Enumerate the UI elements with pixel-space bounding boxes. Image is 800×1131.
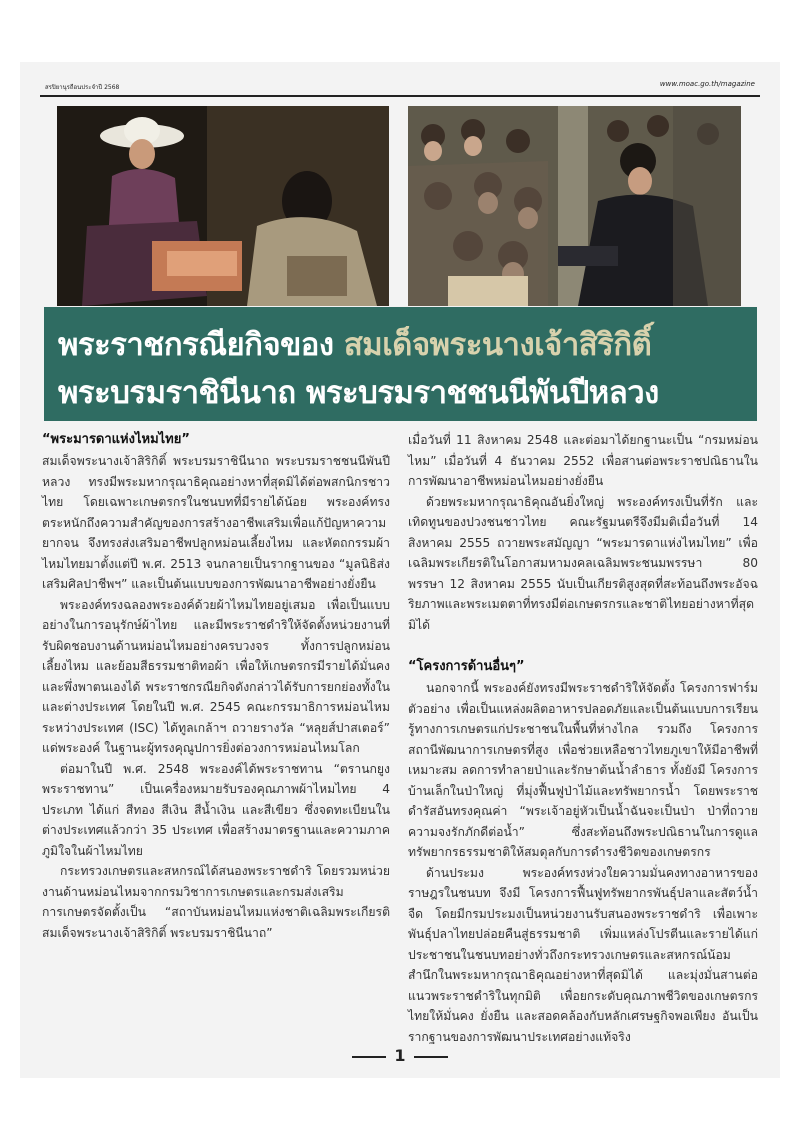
section-heading-other-projects: “โครงการด้านอื่นๆ”	[408, 659, 525, 674]
title-line-1-part-1: พระราชกรณียกิจของ	[58, 327, 334, 363]
paragraph: นอกจากนี้ พระองค์ยังทรงมีพระราชดำริให้จัดตั้ง โครงการฟาร์มตัวอย่าง เพื่อเป็นแหล่งผลิตอาหารปลอดภัยและเป็นต้นแบบการเรียนรู้ทางการเกษตรแก่ประชาชนในพื้นที่ห่างไกล รวมถึง โครงการสถานีพัฒนาการเกษตรที่สูง เพื่อช่วยเหลือชาวไทยภูเขาให้มีอาชีพที่เหมาะสม ลดการทำลายป่าและรักษาต้นน้ำลำธาร ทั้งยังมี โครงการบ้านเล็กในป่าใหญ่ ที่มุ่งฟื้นฟูป่าไม้และทรัพยากรน้ำ โดยพระราชดำรัสอันทรงคุณค่า “พระเจ้าอยู่หัวเป็นน้ำฉันจะเป็นป่า ป่าที่ถวายความจงรักภักดีต่อน้ำ” ซึ่งสะท้อนถึงพระปณิธานในการดูแลทรัพยากรธรรมชาติให้สมดุลกับการดำรงชีวิตของเกษตรกร	[408, 681, 758, 859]
folio-dash-right	[414, 1056, 448, 1058]
header-issue-label: สรปิยานุรถือนประจำปี 2568	[45, 84, 120, 91]
header-rule	[40, 95, 760, 97]
title-line-1-part-2: สมเด็จพระนางเจ้าสิริกิติ์	[343, 327, 652, 363]
right-column	[408, 430, 758, 1047]
paragraph: กระทรวงเกษตรและสหกรณ์ได้สนองพระราชดำริ โดยรวมหน่วยงานด้านหม่อนไหมจากกรมวิชาการเกษตรและกรมส่งเสริมการเกษตรจัดตั้งเป็น “สถาบันหม่อนไหมแห่งชาติเฉลิมพระเกียรติสมเด็จพระนางเจ้าสิริกิติ์ พระบรมราชินีนาถ”	[42, 864, 390, 940]
header-website: www.moac.go.th/magazine	[659, 80, 755, 88]
title-banner	[44, 307, 757, 421]
section-heading-silk: “พระมารดาแห่งไหมไทย”	[42, 432, 190, 447]
section-spacer	[408, 635, 758, 657]
paragraph: สมเด็จพระนางเจ้าสิริกิติ์ พระบรมราชินีนาถ พระบรมราชชนนีพันปีหลวง ทรงมีพระมหากรุณาธิคุณอย่างหาที่สุดมิได้ต่อพสกนิกรชาวไทย โดยเฉพาะเกษตรกรในชนบทที่มีรายได้น้อย พระองค์ทรงตระหนักถึงความสำคัญของการสร้างอาชีพเสริมเพื่อแก้ปัญหาความยากจน จึงทรงส่งเสริมอาชีพปลูกหม่อนเลี้ยงไหม และหัตถกรรมผ้าไหมไทยมาตั้งแต่ปี พ.ศ. 2513 จนกลายเป็นรากฐานของ “มูลนิธิส่งเสริมศิลปาชีพฯ” และเป็นต้นแบบของการพัฒนาอาชีพอย่างยั่งยืน	[42, 454, 390, 591]
paragraph: ต่อมาในปี พ.ศ. 2548 พระองค์ได้พระราชทาน “ตรานกยูงพระราชทาน” เป็นเครื่องหมายรับรองคุณภาพผ้าไหมไทย 4 ประเภท ได้แก่ สีทอง สีเงิน สีน้ำเงิน และสีเขียว ซึ่งจดทะเบียนในต่างประเทศแล้วกว่า 35 ประเทศ เพื่อสร้างมาตรฐานและความภาคภูมิใจในผ้าไหมไทย	[42, 761, 390, 858]
title-line-1	[58, 319, 651, 369]
page-number-value: 1	[394, 1046, 406, 1065]
photo-queen-greeting-crowd	[408, 106, 741, 306]
paragraph: ด้านประมง พระองค์ทรงห่วงใยความมั่นคงทางอาหารของราษฎรในชนบท จึงมี โครงการฟื้นฟูทรัพยากรพันธุ์ปลาและสัตว์น้ำจืด โดยมีกรมประมงเป็นหน่วยงานรับสนองพระราชดำริ เพื่อเพาะพันธุ์ปลาไทยปล่อยคืนสู่ธรรมชาติ เพิ่มแหล่งโปรตีนและรายได้แก่ประชาชนในชนบทอย่างทั่วถึงกระทรวงเกษตรและสหกรณ์น้อมสำนึกในพระมหากรุณาธิคุณอย่างหาที่สุดมิได้ และมุ่งมั่นสานต่อแนวพระราชดำริในทุกมิติ เพื่อยกระดับคุณภาพชีวิตของเกษตรกรไทยให้มั่นคง ยั่งยืน และสอดคล้องกับหลักเศรษฐกิจพอเพียง อันเป็นรากฐานของการพัฒนาประเทศอย่างแท้จริง	[408, 865, 758, 1044]
folio-dash-left	[352, 1056, 386, 1058]
paragraph: พระองค์ทรงฉลองพระองค์ด้วยผ้าไหมไทยอยู่เสมอ เพื่อเป็นแบบอย่างในการอนุรักษ์ผ้าไทย และมีพระราชดำริให้จัดตั้งหน่วยงานที่รับผิดชอบงานด้านหม่อนไหมอย่างครบวงจร ทั้งการปลูกหม่อน เลี้ยงไหม และย้อมสีธรรมชาติทอผ้า เพื่อให้เกษตรกรมีรายได้มั่นคงและพึ่งพาตนเองได้ พระราชกรณียกิจดังกล่าวได้รับการยกย่องทั้งในและต่างประเทศ โดยในปี พ.ศ. 2545 คณะกรรมาธิการหม่อนไหมระหว่างประเทศ (ISC) ได้ทูลเกล้าฯ ถวายรางวัล “หลุยส์ปาสเตอร์” แด่พระองค์ ในฐานะผู้ทรงคุณูปการยิ่งต่อวงการหม่อนไหมโลก	[42, 597, 390, 755]
page-number	[0, 1046, 800, 1065]
paragraph: ด้วยพระมหากรุณาธิคุณอันยิ่งใหญ่ พระองค์ทรงเป็นที่รัก และเทิดทูนของปวงชนชาวไทย คณะรัฐมนตรีจึงมีมติเมื่อวันที่ 14 สิงหาคม 2555 ถวายพระสมัญญา “พระมารดาแห่งไหมไทย” เพื่อเฉลิมพระเกียรติในโอกาสมหามงคลเฉลิมพระชนมพรรษา 80 พรรษา 12 สิงหาคม 2555 นับเป็นเกียรติสูงสุดที่สะท้อนถึงพระอัจฉริยภาพและพระเมตตาที่ทรงมีต่อเกษตรกรและชาติไทยอย่างหาที่สุดมิได้	[408, 494, 758, 632]
paragraph: เมื่อวันที่ 11 สิงหาคม 2548 และต่อมาได้ยกฐานะเป็น “กรมหม่อนไหม” เมื่อวันที่ 4 ธันวาคม 2552 เพื่อสานต่อพระราชปณิธานในการพัฒนาอาชีพหม่อนไหมอย่างยั่งยืน	[408, 433, 758, 488]
left-column	[42, 430, 390, 943]
title-line-2: พระบรมราชินีนาถ พระบรมราชชนนีพันปีหลวง	[58, 375, 659, 411]
photo-queen-with-weaver	[57, 106, 389, 306]
